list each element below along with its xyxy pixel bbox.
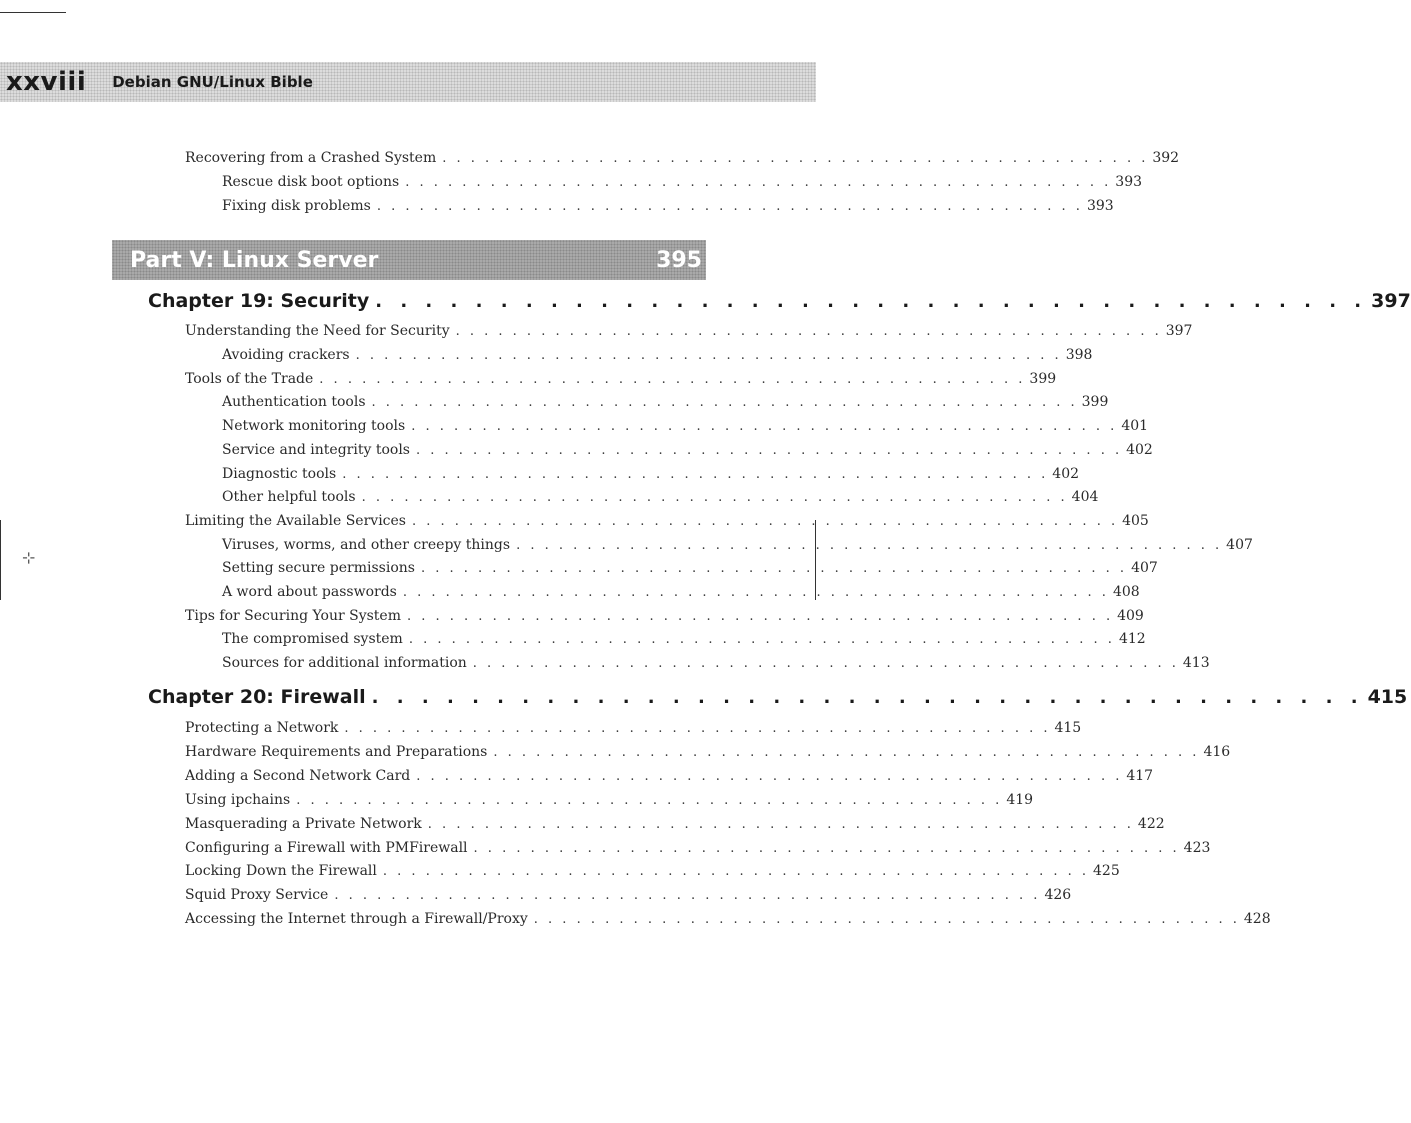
toc-entry-page: 413 [1182, 655, 1210, 671]
chapter-heading-19[interactable] [148, 290, 1411, 316]
toc-entry[interactable] [185, 370, 1057, 389]
toc-entry[interactable] [185, 815, 1165, 834]
toc-entry-page: 405 [1122, 513, 1149, 529]
toc-entry-title: Adding a Second Network Card [185, 767, 416, 785]
toc-entry[interactable] [222, 393, 1109, 412]
leader-dots: . . . . . . . . . . . . . . . . . . . . . . . . . . . . . . . . . . . . . . . . [375, 291, 1368, 312]
toc-entry[interactable] [185, 886, 1072, 905]
toc-entry-page: 428 [1243, 911, 1271, 927]
toc-entry-title: Protecting a Network [185, 719, 344, 737]
toc-entry-page: 408 [1112, 584, 1140, 600]
leader-dots: . . . . . . . . . . . . . . . . . . . . . . . . . . . . . . . . . . . . . . . . . . . . . . . . . . [355, 348, 1062, 363]
toc-entry[interactable] [222, 417, 1149, 436]
toc-entry-title: Tools of the Trade [185, 370, 319, 388]
toc-entry-page: 399 [1029, 371, 1057, 387]
toc-entry-title: Configuring a Firewall with PMFirewall [185, 839, 474, 857]
toc-entry-title: Using ipchains [185, 791, 296, 809]
toc-entry-page: 423 [1183, 840, 1211, 856]
toc-entry-page: 398 [1065, 347, 1093, 363]
leader-dots: . . . . . . . . . . . . . . . . . . . . . . . . . . . . . . . . . . . . . . . . . . . . . . . . . . [427, 817, 1134, 832]
leader-dots: . . . . . . . . . . . . . . . . . . . . . . . . . . . . . . . . . . . . . . . . . . . . . . . . . . [376, 199, 1083, 214]
leader-dots: . . . . . . . . . . . . . . . . . . . . . . . . . . . . . . . . . . . . . . . . . . . . . . . . . . [493, 745, 1200, 760]
leader-dots: . . . . . . . . . . . . . . . . . . . . . . . . . . . . . . . . . . . . . . . . . . . . . . . . . . [408, 632, 1115, 647]
toc-entry-page: 412 [1118, 631, 1146, 647]
toc-entry[interactable] [185, 743, 1231, 762]
toc-entry[interactable] [185, 512, 1149, 531]
toc-entry-title: Accessing the Internet through a Firewall/Proxy [185, 910, 534, 928]
leader-dots: . . . . . . . . . . . . . . . . . . . . . . . . . . . . . . . . . . . . . . . . . . . . . . . . . . [382, 864, 1090, 879]
toc-entry[interactable] [222, 654, 1210, 673]
toc-entry[interactable] [185, 322, 1193, 341]
toc-entry-title: Service and integrity tools [222, 441, 416, 459]
leader-dots: . . . . . . . . . . . . . . . . . . . . . . . . . . . . . . . . . . . . . . . . . . . . . . . . . . [405, 175, 1112, 190]
part-title: Part V: Linux Server [130, 247, 379, 273]
toc-entry-title: Tips for Securing Your System [185, 607, 407, 625]
toc-entry-title: Setting secure permissions [222, 559, 421, 577]
toc-entry-page: 415 [1054, 720, 1082, 736]
toc-entry-page: 425 [1093, 863, 1120, 879]
part-banner[interactable] [112, 240, 706, 280]
toc-entry-page: 422 [1137, 816, 1165, 832]
toc-entry-page: 407 [1226, 537, 1253, 553]
part-page: 395 [656, 247, 702, 273]
chapter-title: Chapter 19: Security [148, 290, 370, 312]
toc-entry-title: Recovering from a Crashed System [185, 149, 442, 167]
chapter-page: 415 [1367, 686, 1408, 708]
leader-dots: . . . . . . . . . . . . . . . . . . . . . . . . . . . . . . . . . . . . . . . . . . . . . . . . . . [411, 514, 1119, 529]
page-folio: xxviii [6, 67, 87, 97]
toc-entry-page: 392 [1152, 150, 1180, 166]
toc-entry[interactable] [222, 630, 1146, 649]
leader-dots: . . . . . . . . . . . . . . . . . . . . . . . . . . . . . . . . . . . . . . . . . . . . . . . . . . [319, 372, 1026, 387]
leader-dots: . . . . . . . . . . . . . . . . . . . . . . . . . . . . . . . . . . . . . . . . . . . . . . . . . . [415, 443, 1123, 458]
toc-entry-title: The compromised system [222, 630, 409, 648]
toc-entry[interactable] [222, 197, 1114, 216]
toc-entry-page: 416 [1203, 744, 1231, 760]
toc-entry-title: Hardware Requirements and Preparations [185, 743, 493, 761]
toc-entry[interactable] [222, 488, 1099, 507]
chapter-heading-20[interactable] [148, 686, 1408, 712]
registration-mark-icon: ⊹ [22, 548, 36, 567]
chapter-page: 397 [1371, 290, 1411, 312]
toc-entry-title: Viruses, worms, and other creepy things [222, 536, 516, 554]
leader-dots: . . . . . . . . . . . . . . . . . . . . . . . . . . . . . . . . . . . . . . . . . . . . . . . . . . [420, 561, 1128, 576]
toc-entry-page: 409 [1117, 608, 1144, 624]
toc-entry-page: 397 [1165, 323, 1193, 339]
running-head [0, 62, 816, 102]
toc-entry[interactable] [185, 791, 1034, 810]
toc-entry-title: Fixing disk problems [222, 197, 377, 215]
leader-dots: . . . . . . . . . . . . . . . . . . . . . . . . . . . . . . . . . . . . . . . . . . . . . . . . . . [533, 912, 1240, 927]
toc-entry-title: Avoiding crackers [222, 346, 356, 364]
toc-entry[interactable] [222, 465, 1080, 484]
leader-dots: . . . . . . . . . . . . . . . . . . . . . . . . . . . . . . . . . . . . . . . . . . . . . . . . . . [455, 324, 1162, 339]
leader-dots: . . . . . . . . . . . . . . . . . . . . . . . . . . . . . . . . . . . . . . . . . . . . . . . . . . [411, 419, 1118, 434]
toc-entry-title: Network monitoring tools [222, 417, 411, 435]
leader-dots: . . . . . . . . . . . . . . . . . . . . . . . . . . . . . . . . . . . . . . . . . . . . . . . . . . [296, 793, 1003, 808]
leader-dots: . . . . . . . . . . . . . . . . . . . . . . . . . . . . . . . . . . . . . . . . . . . . . . . . . . [402, 585, 1109, 600]
toc-entry-title: Squid Proxy Service [185, 886, 334, 904]
toc-entry-page: 401 [1121, 418, 1149, 434]
leader-dots: . . . . . . . . . . . . . . . . . . . . . . . . . . . . . . . . . . . . . . . . . . . . . . . . . . [473, 841, 1180, 856]
toc-entry[interactable] [222, 346, 1093, 365]
leader-dots: . . . . . . . . . . . . . . . . . . . . . . . . . . . . . . . . . . . . . . . . . . . . . . . . . . [442, 151, 1149, 166]
toc-entry-title: Sources for additional information [222, 654, 473, 672]
toc-entry-title: A word about passwords [222, 583, 403, 601]
toc-entry-page: 393 [1086, 198, 1114, 214]
leader-dots: . . . . . . . . . . . . . . . . . . . . . . . . . . . . . . . . . . . . . . . . . . . . . . . . . . [416, 769, 1123, 784]
toc-entry[interactable] [185, 767, 1154, 786]
leader-dots: . . . . . . . . . . . . . . . . . . . . . . . . . . . . . . . . . . . . . . . . . . . . . . . . . . [361, 490, 1068, 505]
toc-entry-title: Masquerading a Private Network [185, 815, 428, 833]
toc-entry-page: 402 [1126, 442, 1153, 458]
leader-dots: . . . . . . . . . . . . . . . . . . . . . . . . . . . . . . . . . . . . . . . . . . . . . . . . . . [516, 538, 1223, 553]
toc-entry-page: 419 [1006, 792, 1034, 808]
toc-entry[interactable] [222, 173, 1143, 192]
toc-entry-page: 417 [1126, 768, 1154, 784]
toc-entry[interactable] [222, 583, 1140, 602]
toc-entry-page: 393 [1115, 174, 1143, 190]
toc-entry-title: Locking Down the Firewall [185, 862, 383, 880]
book-title: Debian GNU/Linux Bible [112, 73, 313, 91]
toc-entry-title: Other helpful tools [222, 488, 362, 506]
crop-mark-top [0, 12, 66, 13]
toc-entry-page: 399 [1081, 394, 1109, 410]
leader-dots: . . . . . . . . . . . . . . . . . . . . . . . . . . . . . . . . . . . . . . . . . . . . . . . . . . [406, 609, 1114, 624]
toc-entry[interactable] [185, 862, 1120, 881]
leader-dots: . . . . . . . . . . . . . . . . . . . . . . . . . . . . . . . . . . . . . . . . . . . . . . . . . . [344, 721, 1051, 736]
toc-entry-title: Limiting the Available Services [185, 512, 412, 530]
toc-entry-title: Rescue disk boot options [222, 173, 405, 191]
leader-dots: . . . . . . . . . . . . . . . . . . . . . . . . . . . . . . . . . . . . . . . . [371, 687, 1364, 708]
toc-entry[interactable] [222, 441, 1153, 460]
toc-entry-page: 404 [1071, 489, 1099, 505]
leader-dots: . . . . . . . . . . . . . . . . . . . . . . . . . . . . . . . . . . . . . . . . . . . . . . . . . . [342, 467, 1049, 482]
toc-entry[interactable] [185, 839, 1211, 858]
toc-entry[interactable] [222, 559, 1158, 578]
leader-dots: . . . . . . . . . . . . . . . . . . . . . . . . . . . . . . . . . . . . . . . . . . . . . . . . . . [472, 656, 1179, 671]
toc-entry-page: 407 [1131, 560, 1158, 576]
leader-dots: . . . . . . . . . . . . . . . . . . . . . . . . . . . . . . . . . . . . . . . . . . . . . . . . . . [334, 888, 1041, 903]
chapter-title: Chapter 20: Firewall [148, 686, 366, 708]
toc-entry-title: Understanding the Need for Security [185, 322, 456, 340]
toc-entry[interactable] [185, 910, 1271, 929]
leader-dots: . . . . . . . . . . . . . . . . . . . . . . . . . . . . . . . . . . . . . . . . . . . . . . . . . . [371, 395, 1078, 410]
crop-mark-left [0, 520, 1, 600]
toc-entry-title: Authentication tools [222, 393, 372, 411]
toc-entry-page: 426 [1044, 887, 1072, 903]
toc-entry-title: Diagnostic tools [222, 465, 342, 483]
toc-entry[interactable] [185, 719, 1082, 738]
toc-entry[interactable] [185, 607, 1144, 626]
toc-entry[interactable] [222, 536, 1253, 555]
toc-entry-page: 402 [1052, 466, 1080, 482]
toc-entry[interactable] [185, 149, 1180, 168]
